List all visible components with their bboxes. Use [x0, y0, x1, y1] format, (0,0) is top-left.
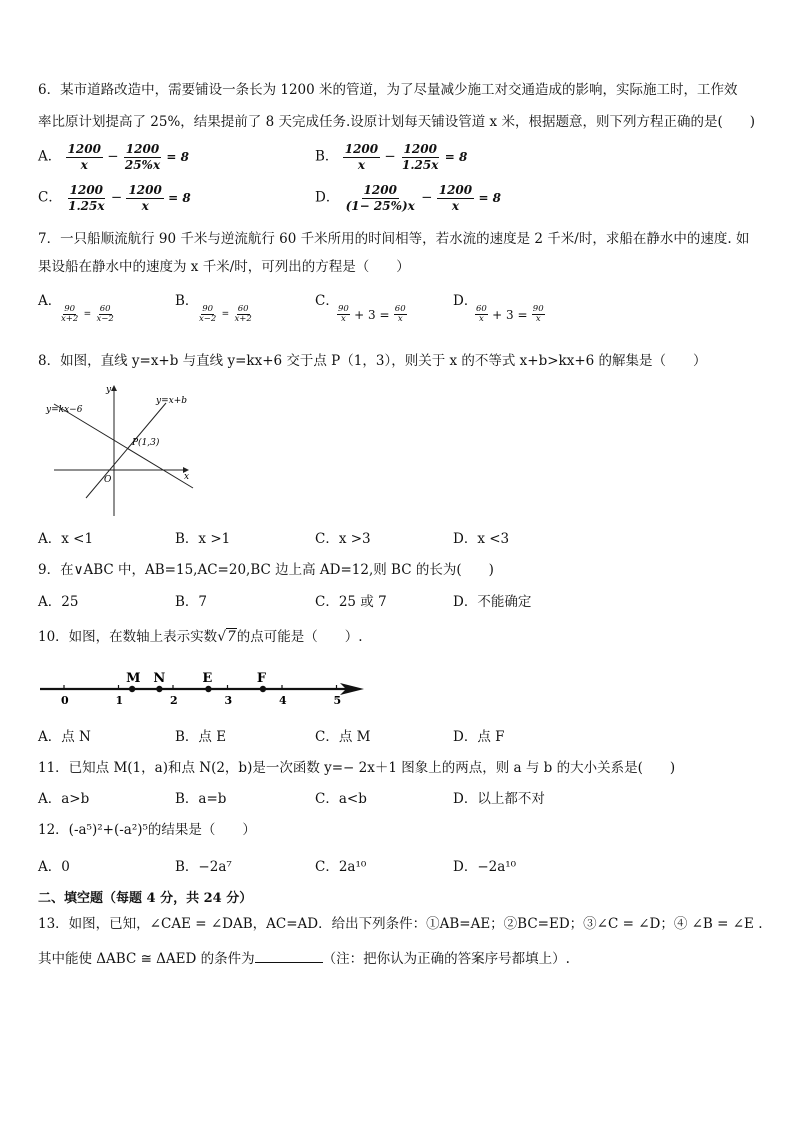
point-m [129, 686, 135, 692]
q7-stem-line2: 果设船在静水中的速度为 x 千米/时，可列出的方程是（ ） [38, 259, 410, 275]
q7-option-d-letter[interactable]: D． [453, 293, 478, 309]
q6-option-b[interactable]: B． $\frac{1200}{x}$ − $\frac{1200}{1.25x}$ = 8 [315, 142, 468, 172]
q8-option-a[interactable]: A．x <1 [38, 531, 94, 547]
q7-option-a-expr[interactable]: $\frac{90}{x+2}$ = $\frac{60}{x-2}$ [61, 304, 114, 325]
q9-option-d[interactable]: D．不能确定 [453, 594, 532, 610]
q9-option-a[interactable]: A．25 [38, 594, 79, 610]
point-n [156, 686, 162, 692]
q7-option-d-expr[interactable]: $\frac{60}{x}$ + 3 = $\frac{90}{x}$ [476, 304, 544, 325]
point-label-e: E [202, 671, 213, 686]
tick-label: 5 [333, 694, 342, 707]
point-label-f: F [256, 671, 267, 686]
q9-option-b[interactable]: B．7 [175, 594, 208, 610]
line-y-kx-6 [54, 404, 193, 488]
q6-option-a[interactable]: A． $\frac{1200}{x}$ − $\frac{1200}{25\%x}$ = 8 [38, 142, 190, 172]
q8-line-graph [38, 378, 203, 520]
q6-stem-line1: 6．某市道路改造中，需要铺设一条长为 1200 米的管道，为了尽量减少施工对交通造成的影响，实际施工时，工作效 [38, 82, 738, 98]
x-axis-label: x [184, 472, 190, 482]
origin-label: O [104, 475, 112, 485]
q10-option-c[interactable]: C．点 M [315, 729, 371, 745]
point-p-label: P(1,3) [132, 438, 160, 448]
q12-stem: 12．(-a⁵)²+(-a²)⁵的结果是（ ） [38, 822, 256, 838]
q8-option-b[interactable]: B．x >1 [175, 531, 231, 547]
q11-option-c[interactable]: C．a<b [315, 791, 367, 807]
q7-option-c-expr[interactable]: $\frac{90}{x}$ + 3 = $\frac{60}{x}$ [338, 304, 406, 325]
q8-option-c[interactable]: C．x >3 [315, 531, 371, 547]
q8-option-d[interactable]: D．x <3 [453, 531, 510, 547]
q7-option-c-letter[interactable]: C． [315, 293, 339, 309]
tick-label: 2 [170, 694, 178, 707]
q10-option-d[interactable]: D．点 F [453, 729, 505, 745]
q9-stem: 9．在∨ABC 中，AB=15,AC=20,BC 边上高 AD=12,则 BC 的长为( ) [38, 562, 494, 578]
q7-option-b-expr[interactable]: $\frac{90}{x-2}$ = $\frac{60}{x+2}$ [199, 304, 252, 325]
tick-label: 3 [224, 694, 233, 707]
q10-number-line [38, 664, 368, 712]
tick-label: 0 [61, 694, 69, 707]
q6-option-c[interactable]: C． $\frac{1200}{1.25x}$ − $\frac{1200}{x}$ = 8 [38, 183, 191, 213]
q12-option-c[interactable]: C．2a¹⁰ [315, 859, 367, 875]
line-y-x-plus-b [86, 403, 166, 498]
answer-blank[interactable] [255, 950, 323, 963]
tick-label: 4 [279, 694, 287, 707]
q9-option-c[interactable]: C．25 或 7 [315, 594, 387, 610]
point-label-m: M [126, 671, 141, 686]
q7-option-a-letter[interactable]: A． [38, 293, 62, 309]
q10-option-a[interactable]: A．点 N [38, 729, 91, 745]
line-label-x-plus-b: y=x+b [156, 396, 188, 406]
q8-stem: 8．如图，直线 y=x+b 与直线 y=kx+6 交于点 P（1，3），则关于 x 的不等式 x+b>kx+6 的解集是（ ） [38, 353, 707, 369]
q6-option-d[interactable]: D． $\frac{1200}{(1- 25\%)x}$ − $\frac{1200}{x}$ = 8 [315, 183, 502, 213]
q11-option-d[interactable]: D．以上都不对 [453, 791, 545, 807]
q11-stem: 11．已知点 M(1，a)和点 N(2，b)是一次函数 y=− 2x＋1 图象上的两点，则 a 与 b 的大小关系是( ) [38, 760, 676, 776]
q12-option-b[interactable]: B．−2a⁷ [175, 859, 232, 875]
q13-stem-line2: 其中能使 ΔABC ≅ ΔAED 的条件为 （注：把你认为正确的答案序号都填上）. [38, 951, 570, 967]
q7-option-b-letter[interactable]: B． [175, 293, 199, 309]
y-axis-label: y [106, 385, 112, 395]
q10-option-b[interactable]: B．点 E [175, 729, 227, 745]
q12-option-d[interactable]: D．−2a¹⁰ [453, 859, 517, 875]
point-f [260, 686, 266, 692]
q7-stem-line1: 7．一只船顺流航行 90 千米与逆流航行 60 千米所用的时间相等，若水流的速度是 2 千米/时，求船在静水中的速度. 如 [38, 231, 750, 247]
q11-option-a[interactable]: A．a>b [38, 791, 90, 807]
q11-option-b[interactable]: B．a=b [175, 791, 227, 807]
q12-option-a[interactable]: A．0 [38, 859, 70, 875]
q13-stem-line1: 13．如图，已知，∠CAE = ∠DAB，AC=AD．给出下列条件：①AB=AE；②BC=ED；③∠C = ∠D；④ ∠B = ∠E . [38, 916, 763, 932]
point-label-n: N [153, 671, 166, 686]
line-label-kx: y=kx−6 [46, 405, 83, 415]
tick-label: 1 [115, 694, 124, 707]
q6-stem-line2: 率比原计划提高了 25%，结果提前了 8 天完成任务.设原计划每天铺设管道 x 米，根据题意，则下列方程正确的是( ) [38, 114, 755, 130]
q10-stem: 10．如图，在数轴上表示实数√7的点可能是（ ）. [38, 629, 363, 645]
point-e [205, 686, 211, 692]
section-heading: 二、填空题（每题 4 分，共 24 分） [38, 891, 253, 906]
